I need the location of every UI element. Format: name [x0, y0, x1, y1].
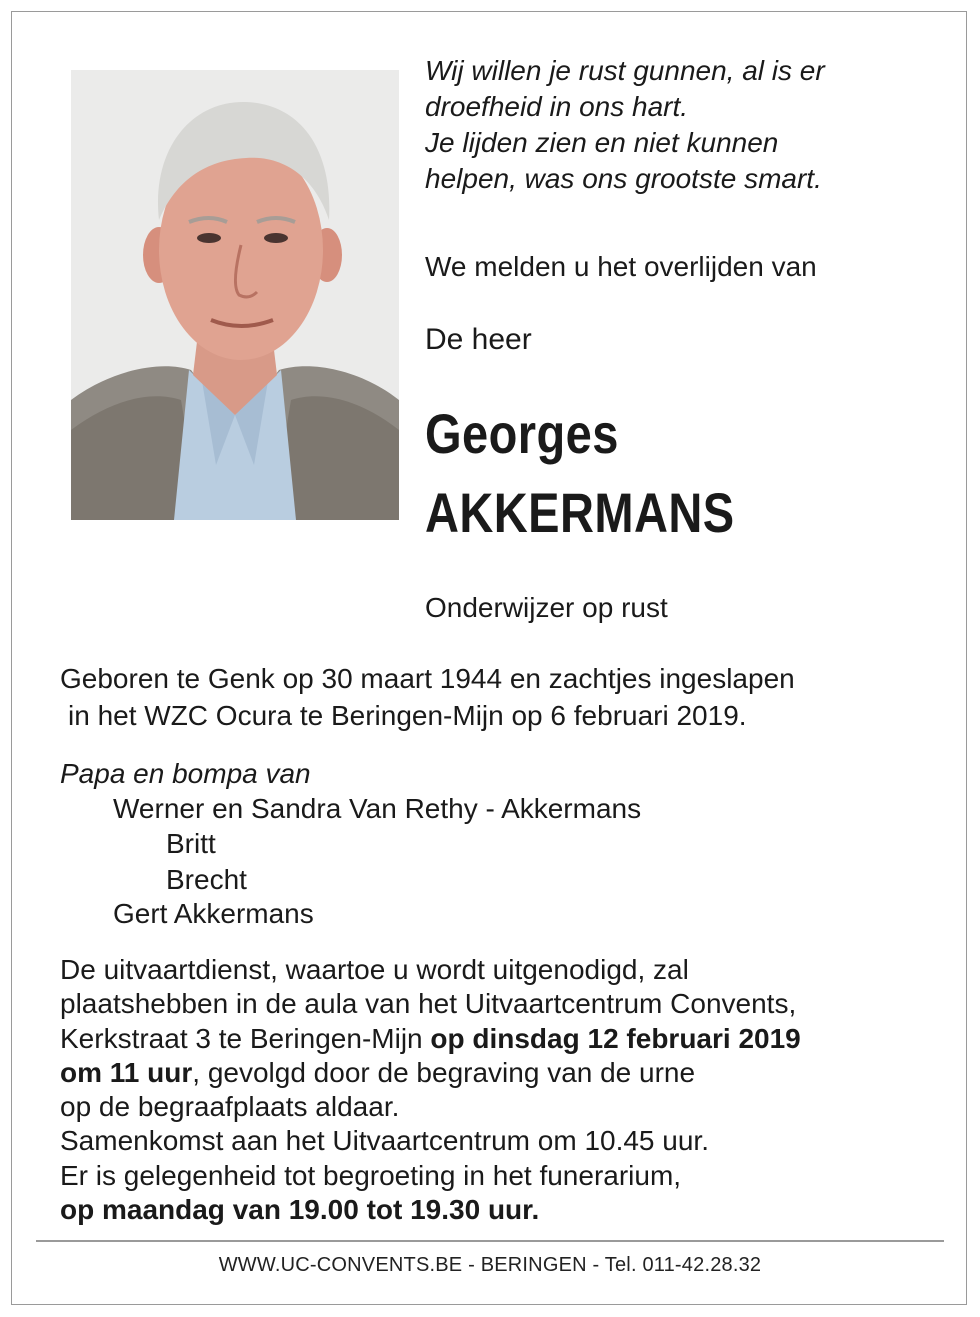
- funeral-date: op dinsdag 12 februari 2019: [430, 1022, 801, 1054]
- family-child: Werner en Sandra Van Rethy - Akkermans: [113, 793, 642, 824]
- funeral-line: Samenkomst aan het Uitvaartcentrum om 10.45 uur.: [60, 1125, 709, 1157]
- footer-divider: [36, 1240, 944, 1242]
- honorific: De heer: [425, 323, 532, 356]
- first-name: Georges: [425, 402, 619, 465]
- poem-line: Je lijden zien en niet kunnen: [425, 127, 779, 158]
- family-grandchild: Brecht: [166, 864, 247, 895]
- visitation-time: [60, 1193, 801, 1227]
- death-announcement: We melden u het overlijden van: [425, 251, 817, 282]
- visitation-time-text: op maandag van 19.00 tot 19.30 uur.: [60, 1194, 540, 1226]
- funeral-burial: , gevolgd door de begraving van de urne: [192, 1056, 696, 1088]
- poem-line: Wij willen je rust gunnen, al is er: [425, 55, 825, 86]
- footer-contact: WWW.UC-CONVENTS.BE - BERINGEN - Tel. 011-42.28.32: [218, 1254, 762, 1276]
- funeral-time: om 11 uur: [60, 1056, 193, 1088]
- death-line: in het WZC Ocura te Beringen-Mijn op 6 februari 2019.: [68, 700, 747, 731]
- family-child: Gert Akkermans: [113, 898, 314, 929]
- funeral-line: Er is gelegenheid tot begroeting in het funerarium,: [60, 1159, 682, 1191]
- poem-line: helpen, was ons grootste smart.: [425, 163, 822, 194]
- poem: [425, 53, 825, 197]
- profession: Onderwijzer op rust: [425, 592, 668, 623]
- funeral-line: [60, 1056, 801, 1090]
- funeral-line: [60, 1022, 801, 1056]
- birth-line: Geboren te Genk op 30 maart 1944 en zachtjes ingeslapen: [60, 663, 795, 694]
- funeral-line: De uitvaartdienst, waartoe u wordt uitgenodigd, zal: [60, 954, 689, 985]
- funeral-line: plaatshebben in de aula van het Uitvaartcentrum Convents,: [60, 988, 797, 1020]
- portrait-illustration: [71, 70, 399, 520]
- last-name: AKKERMANS: [425, 481, 735, 544]
- family-intro: Papa en bompa van: [60, 758, 311, 789]
- poem-line: droefheid in ons hart.: [425, 91, 689, 122]
- family-grandchild: Britt: [166, 828, 216, 859]
- funeral-address: Kerkstraat 3 te Beringen-Mijn: [60, 1022, 431, 1054]
- portrait-photo: [71, 70, 399, 520]
- funeral-details: [60, 953, 801, 1227]
- funeral-line: op de begraafplaats aldaar.: [60, 1091, 400, 1123]
